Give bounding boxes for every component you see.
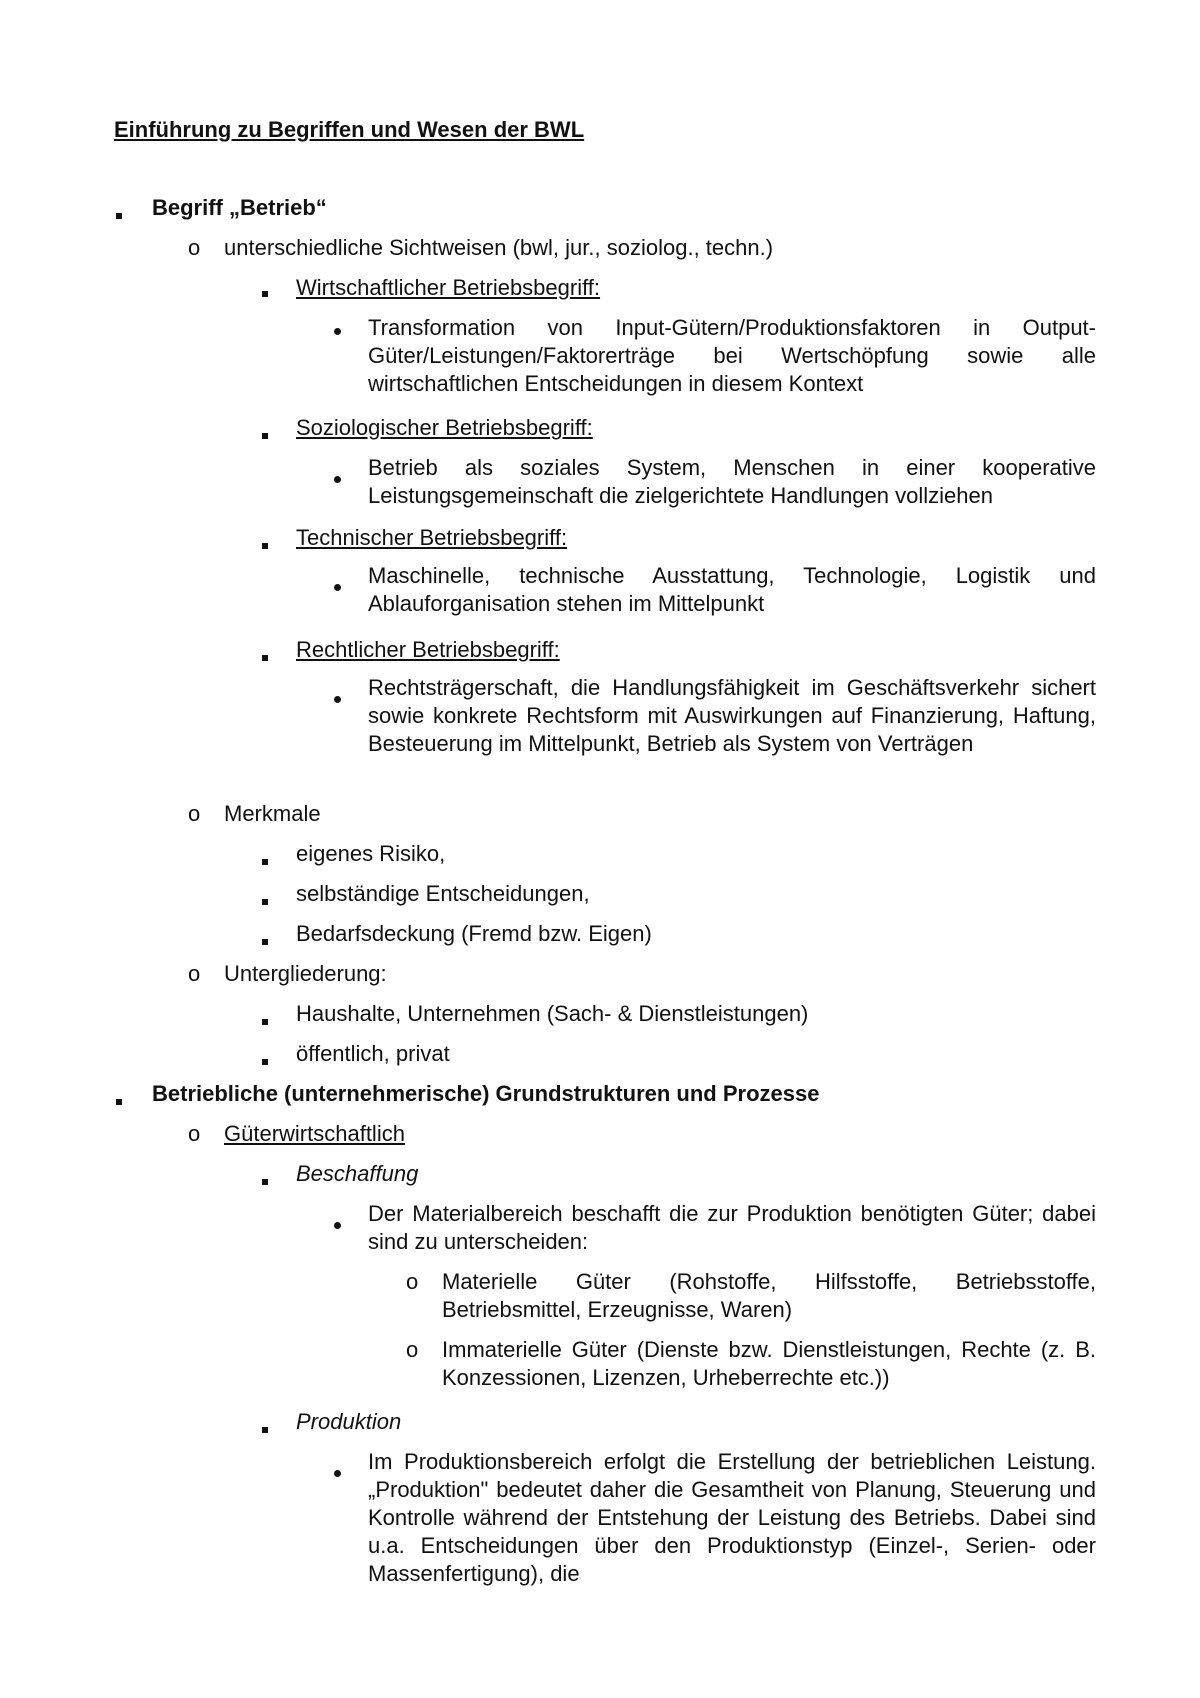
subheading-produktion: Produktion [296, 1409, 402, 1434]
paragraph-technisch: Maschinelle, technische Ausstattung, Technologie, Logistik und Ablauforganisation stehen im Mittelpunkt [368, 563, 1096, 616]
subheading-technisch: Technischer Betriebsbegriff: [296, 525, 568, 550]
square-bullet-icon [262, 418, 268, 446]
subheading-beschaffung: Beschaffung [296, 1161, 419, 1186]
circle-bullet-icon: o [188, 235, 201, 260]
list-item-merkmale: Merkmale [224, 801, 321, 826]
paragraph-materielle-gueter: Materielle Güter (Rohstoffe, Hilfsstoffe, Betriebsstoffe, Betriebsmittel, Erzeugnisse, Waren) [442, 1269, 1096, 1322]
dot-bullet-icon [334, 570, 341, 598]
circle-bullet-icon: o [188, 961, 201, 986]
square-bullet-icon [262, 1164, 268, 1192]
square-bullet-icon [262, 276, 268, 304]
square-bullet-icon [262, 1044, 268, 1072]
subheading-soziologisch: Soziologischer Betriebsbegriff: [296, 415, 593, 440]
paragraph-rechtlich: Rechtsträgerschaft, die Handlungsfähigkeit im Geschäftsverkehr sichert sowie konkrete Rechtsform mit Auswirkungen auf Finanzierung, Haftung, Besteuerung im Mittelpunkt, Betrieb als System von Verträgen [368, 675, 1096, 756]
square-bullet-icon [116, 198, 122, 226]
section-heading-betrieb: Begriff „Betrieb“ [152, 195, 327, 220]
paragraph-immaterielle-gueter: Immaterielle Güter (Dienste bzw. Dienstleistungen, Rechte (z. B. Konzessionen, Lizenzen, Urheberrechte etc.)) [442, 1337, 1096, 1390]
circle-bullet-icon: o [406, 1337, 419, 1362]
square-bullet-icon [262, 924, 268, 952]
dot-bullet-icon [334, 462, 341, 490]
list-item-merkmal: Bedarfsdeckung (Fremd bzw. Eigen) [296, 921, 652, 946]
list-item-untergliederung-entry: öffentlich, privat [296, 1041, 450, 1066]
document-title: Einführung zu Begriffen und Wesen der BWL [114, 117, 585, 142]
square-bullet-icon [262, 844, 268, 872]
square-bullet-icon [262, 1412, 268, 1440]
circle-bullet-icon: o [406, 1269, 419, 1294]
section-heading-grundstrukturen: Betriebliche (unternehmerische) Grundstrukturen und Prozesse [152, 1081, 820, 1106]
list-item-merkmal: selbständige Entscheidungen, [296, 881, 590, 906]
list-item-views: unterschiedliche Sichtweisen (bwl, jur., soziolog., techn.) [224, 235, 774, 260]
dot-bullet-icon [334, 314, 341, 342]
square-bullet-icon [262, 528, 268, 556]
subheading-rechtlich: Rechtlicher Betriebsbegriff: [296, 637, 560, 662]
circle-bullet-icon: o [188, 1121, 201, 1146]
square-bullet-icon [116, 1084, 122, 1112]
square-bullet-icon [262, 884, 268, 912]
circle-bullet-icon: o [188, 801, 201, 826]
paragraph-soziologisch: Betrieb als soziales System, Menschen in einer kooperative Leistungsgemeinschaft die zielgerichtete Handlungen vollziehen [368, 455, 1096, 508]
paragraph-beschaffung: Der Materialbereich beschafft die zur Produktion benötigten Güter; dabei sind zu unterscheiden: [368, 1201, 1096, 1254]
list-item-untergliederung-entry: Haushalte, Unternehmen (Sach- & Dienstleistungen) [296, 1001, 809, 1026]
square-bullet-icon [262, 640, 268, 668]
square-bullet-icon [262, 1004, 268, 1032]
paragraph-wirtschaftlich: Transformation von Input-Gütern/Produktionsfaktoren in Output-Güter/Leistungen/Faktorerträge bei Wertschöpfung sowie alle wirtschaftlichen Entscheidungen in diesem Kontext [368, 315, 1096, 396]
subheading-wirtschaftlich: Wirtschaftlicher Betriebsbegriff: [296, 275, 601, 300]
dot-bullet-icon [334, 1208, 341, 1236]
list-item-merkmal: eigenes Risiko, [296, 841, 446, 866]
list-item-untergliederung: Untergliederung: [224, 961, 387, 986]
dot-bullet-icon [334, 1456, 341, 1484]
dot-bullet-icon [334, 682, 341, 710]
subheading-gueterwirtschaftlich: Güterwirtschaftlich [224, 1121, 405, 1146]
paragraph-produktion: Im Produktionsbereich erfolgt die Erstellung der betrieblichen Leistung. „Produktion" bedeutet daher die Gesamtheit von Planung, Steuerung und Kontrolle während der Entstehung der Leistung des Betriebs. Dabei sind u.a. Entscheidungen über den Produktionstyp (Einzel-, Serien- oder Massenfertigung), die [368, 1449, 1096, 1586]
